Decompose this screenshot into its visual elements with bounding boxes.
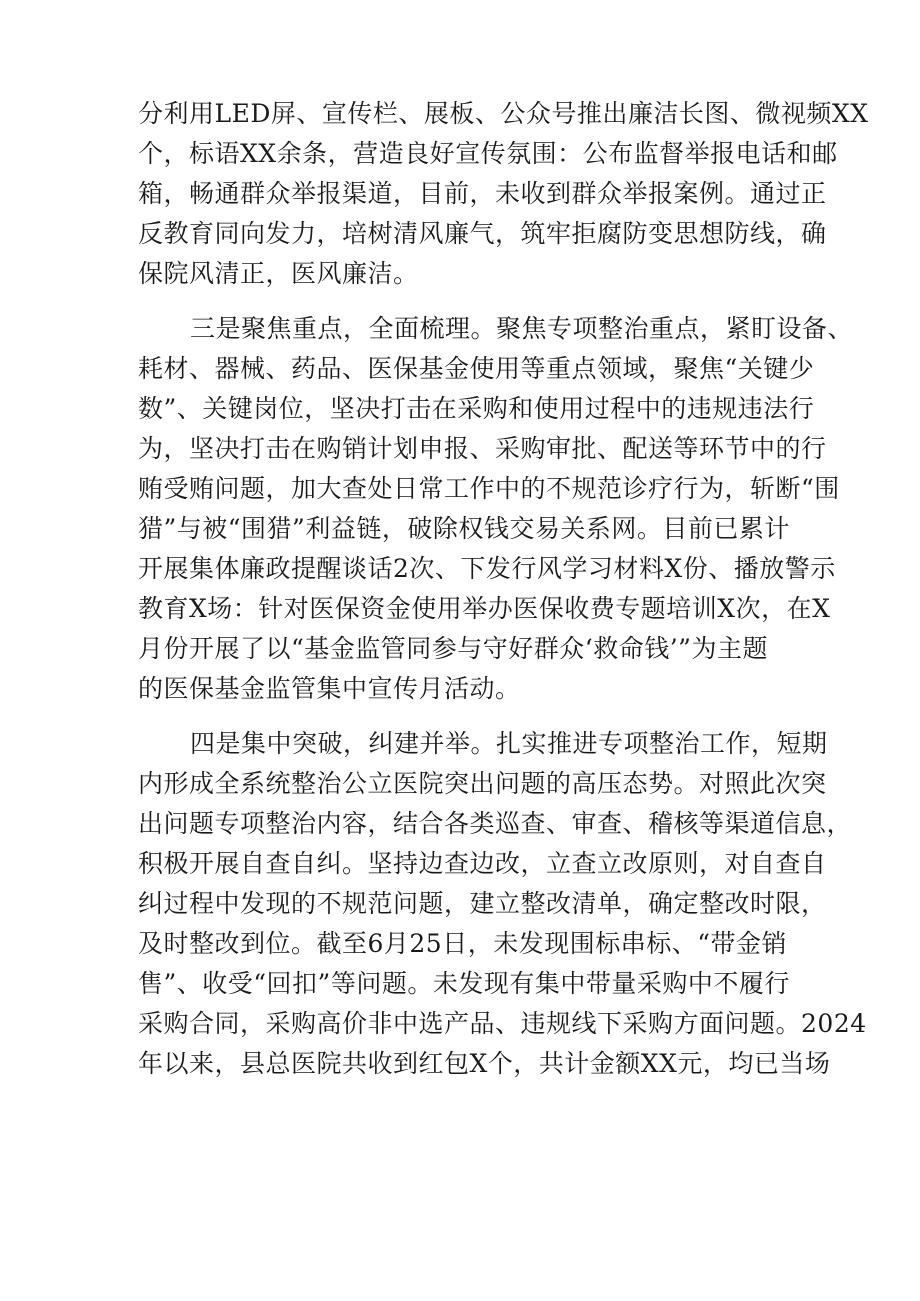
text-line: 出问题专项整治内容，结合各类巡查、审查、稽核等渠道信息， — [138, 809, 853, 838]
text-line: 教育X场：针对医保资金使用举办医保收费专题培训X次，在X — [138, 594, 831, 623]
text-line: 月份开展了以“基金监管同参与守好群众‘救命钱’”为主题 — [138, 634, 768, 663]
paragraph-continuation — [138, 94, 869, 294]
text-line: 保院风清正，医风廉洁。 — [138, 259, 419, 288]
text-line: 及时整改到位。截至6月25日，未发现围标串标、“带金销 — [138, 929, 788, 958]
text-line: 为，坚决打击在购销计划申报、采购审批、配送等环节中的行 — [138, 434, 827, 463]
text-line: 积极开展自查自纠。坚持边查边改，立查立改原则，对自查自 — [138, 849, 827, 878]
text-line: 售”、收受“回扣”等问题。未发现有集中带量采购中不履行 — [138, 969, 790, 998]
text-line: 年以来，县总医院共收到红包X个，共计金额XX元，均已当场 — [138, 1049, 831, 1078]
text-line: 箱，畅通群众举报渠道，目前，未收到群众举报案例。通过正 — [138, 179, 827, 208]
text-line: 猎”与被“围猎”利益链，破除权钱交易关系网。目前已累计 — [138, 514, 790, 543]
text-line: 的医保基金监管集中宣传月活动。 — [138, 674, 521, 703]
text-line: 反教育同向发力，培树清风廉气，筑牢拒腐防变思想防线，确 — [138, 219, 827, 248]
text-line: 内形成全系统整治公立医院突出问题的高压态势。对照此次突 — [138, 769, 827, 798]
text-line: 分利用LED屏、宣传栏、展板、公众号推出廉洁长图、微视频XX — [138, 99, 869, 128]
paragraph-focus-key-points — [138, 309, 854, 709]
text-line: 贿受贿问题，加大查处日常工作中的不规范诊疗行为，斩断“围 — [138, 474, 840, 503]
document-page — [138, 94, 869, 1084]
text-line: 个，标语XX余条，营造良好宣传氛围：公布监督举报电话和邮 — [138, 139, 838, 168]
text-line: 三是聚焦重点，全面梳理。聚焦专项整治重点，紧盯设备、 — [190, 314, 854, 343]
text-line: 开展集体廉政提醒谈话2次、下发行风学习材料X份、播放警示 — [138, 554, 836, 583]
text-line: 数”、关键岗位，坚决打击在采购和使用过程中的违规违法行 — [138, 394, 815, 423]
text-line: 纠过程中发现的不规范问题，建立整改清单，确定整改时限， — [138, 889, 827, 918]
text-line: 采购合同，采购高价非中选产品、违规线下采购方面问题。2024 — [138, 1009, 867, 1038]
text-line: 四是集中突破，纠建并举。扎实推进专项整治工作，短期 — [190, 729, 828, 758]
text-line: 耗材、器械、药品、医保基金使用等重点领域，聚焦“关键少 — [138, 354, 815, 383]
paragraph-concentrated-breakthrough — [138, 724, 867, 1084]
